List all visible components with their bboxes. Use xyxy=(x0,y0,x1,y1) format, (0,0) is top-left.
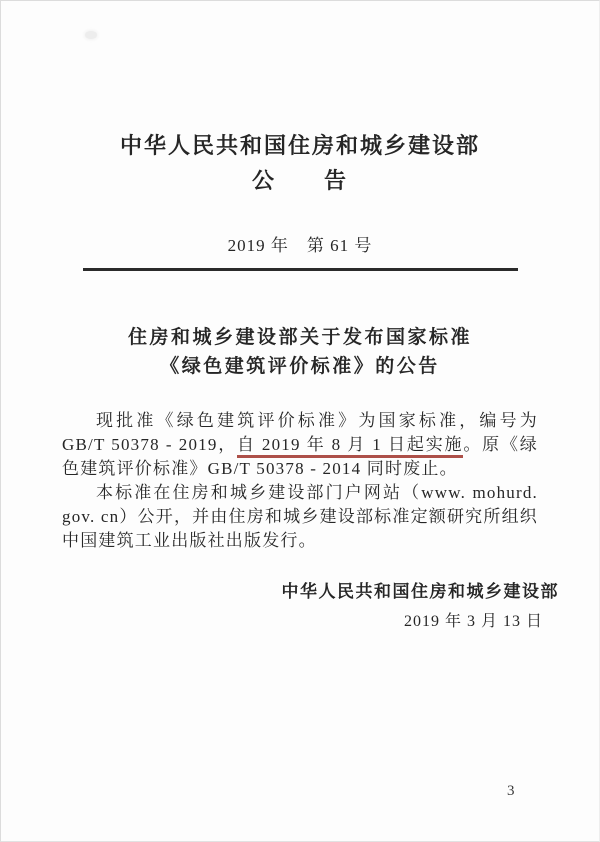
body-paragraph-2: 本标准在住房和城乡建设部门户网站（www. mohurd. gov. cn）公开，并由住房和城乡建设部标准定额研究所组织中国建筑工业出版社出版发行。 xyxy=(62,483,538,550)
issue-number: 2019 年 第 61 号 xyxy=(227,236,373,255)
signature-issuer: 中华人民共和国住房和城乡建设部 xyxy=(281,582,559,601)
body-text-block xyxy=(62,409,538,553)
para1-text-after: 。原《绿色建筑评价标准》GB/T 50378 - 2014 同时废止。 xyxy=(62,435,538,478)
announcement-title: 公 告 xyxy=(251,168,348,193)
para1-text-before: 现批准《绿色建筑评价标准》为国家标准，编号为 GB/T 50378 - 2019， xyxy=(62,411,538,454)
page-number: 3 xyxy=(507,783,515,799)
scan-smudge xyxy=(85,31,97,39)
document-title-line1: 住房和城乡建设部关于发布国家标准 xyxy=(127,327,472,348)
ministry-title: 中华人民共和国住房和城乡建设部 xyxy=(119,133,480,158)
document-title xyxy=(1,323,599,381)
signature-date: 2019 年 3 月 13 日 xyxy=(403,613,543,630)
implementation-date-highlight: 自 2019 年 8 月 1 日起实施 xyxy=(237,435,463,458)
header-rule xyxy=(83,268,518,271)
body-paragraph-1 xyxy=(62,409,538,481)
document-title-line2: 《绿色建筑评价标准》的公告 xyxy=(160,356,440,377)
